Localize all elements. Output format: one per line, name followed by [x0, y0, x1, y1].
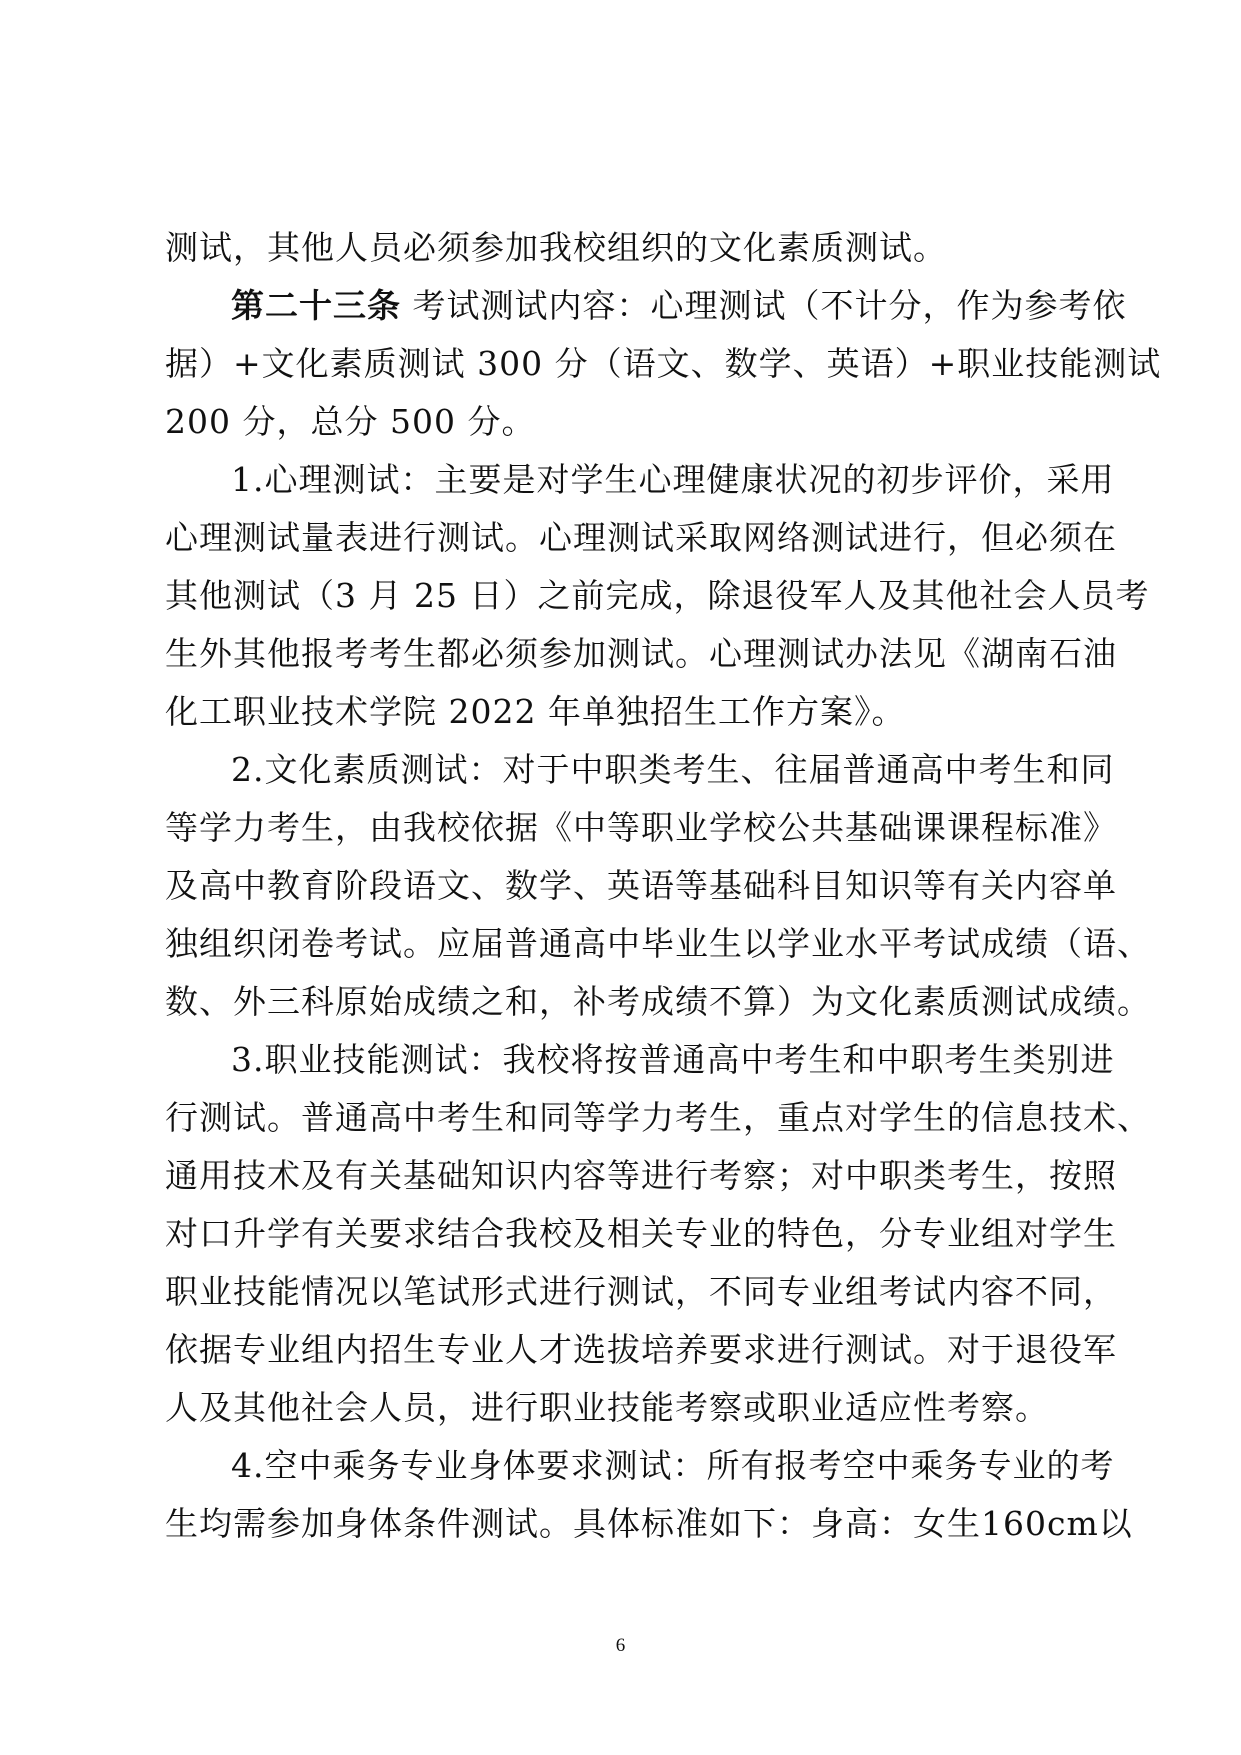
text-span: 考试测试内容：心理测试（不计分，作为参考依 — [401, 286, 1127, 325]
list-item-line — [165, 1444, 1115, 1502]
text-line: 及高中教育阶段语文、数学、英语等基础科目知识等有关内容单 — [165, 866, 1117, 905]
text-line: 其他测试（3 月 25 日）之前完成，除退役军人及其他社会人员考 — [165, 576, 1150, 615]
text-line: 通用技术及有关基础知识内容等进行考察；对中职类考生，按照 — [165, 1156, 1117, 1195]
page-number: 6 — [615, 1635, 626, 1656]
text-line: 行测试。普通高中考生和同等学力考生，重点对学生的信息技术、 — [165, 1098, 1151, 1137]
document-body — [165, 226, 1162, 1560]
text-line: 数、外三科原始成绩之和，补考成绩不算）为文化素质测试成绩。 — [165, 982, 1151, 1021]
list-item-line — [165, 748, 1115, 806]
article-heading-line — [165, 284, 1127, 342]
text-line: 依据专业组内招生专业人才选拔培养要求进行测试。对于退役军 — [165, 1330, 1117, 1369]
text-line: 据）+文化素质测试 300 分（语文、数学、英语）+职业技能测试 — [165, 344, 1162, 383]
article-number: 第二十三条 — [231, 286, 401, 325]
text-line: 化工职业技术学院 2022 年单独招生工作方案》。 — [165, 692, 906, 731]
text-line: 200 分，总分 500 分。 — [165, 402, 536, 441]
text-line: 测试，其他人员必须参加我校组织的文化素质测试。 — [165, 228, 947, 267]
text-span: 1.心理测试：主要是对学生心理健康状况的初步评价，采用 — [231, 460, 1115, 499]
text-line: 职业技能情况以笔试形式进行测试，不同专业组考试内容不同， — [165, 1272, 1117, 1311]
text-line: 心理测试量表进行测试。心理测试采取网络测试进行，但必须在 — [165, 518, 1117, 557]
text-line: 生均需参加身体条件测试。具体标准如下：身高：女生160cm以 — [165, 1504, 1133, 1543]
text-line: 独组织闭卷考试。应届普通高中毕业生以学业水平考试成绩（语、 — [165, 924, 1151, 963]
text-line: 生外其他报考考生都必须参加测试。心理测试办法见《湖南石油 — [165, 634, 1117, 673]
text-span: 2.文化素质测试：对于中职类考生、往届普通高中考生和同 — [231, 750, 1115, 789]
list-item-line — [165, 458, 1115, 516]
text-line: 对口升学有关要求结合我校及相关专业的特色，分专业组对学生 — [165, 1214, 1117, 1253]
text-line: 等学力考生，由我校依据《中等职业学校公共基础课课程标准》 — [165, 808, 1117, 847]
text-span: 3.职业技能测试：我校将按普通高中考生和中职考生类别进 — [231, 1040, 1115, 1079]
text-line: 人及其他社会人员，进行职业技能考察或职业适应性考察。 — [165, 1388, 1049, 1427]
text-span: 4.空中乘务专业身体要求测试：所有报考空中乘务专业的考 — [231, 1446, 1115, 1485]
list-item-line — [165, 1038, 1115, 1096]
